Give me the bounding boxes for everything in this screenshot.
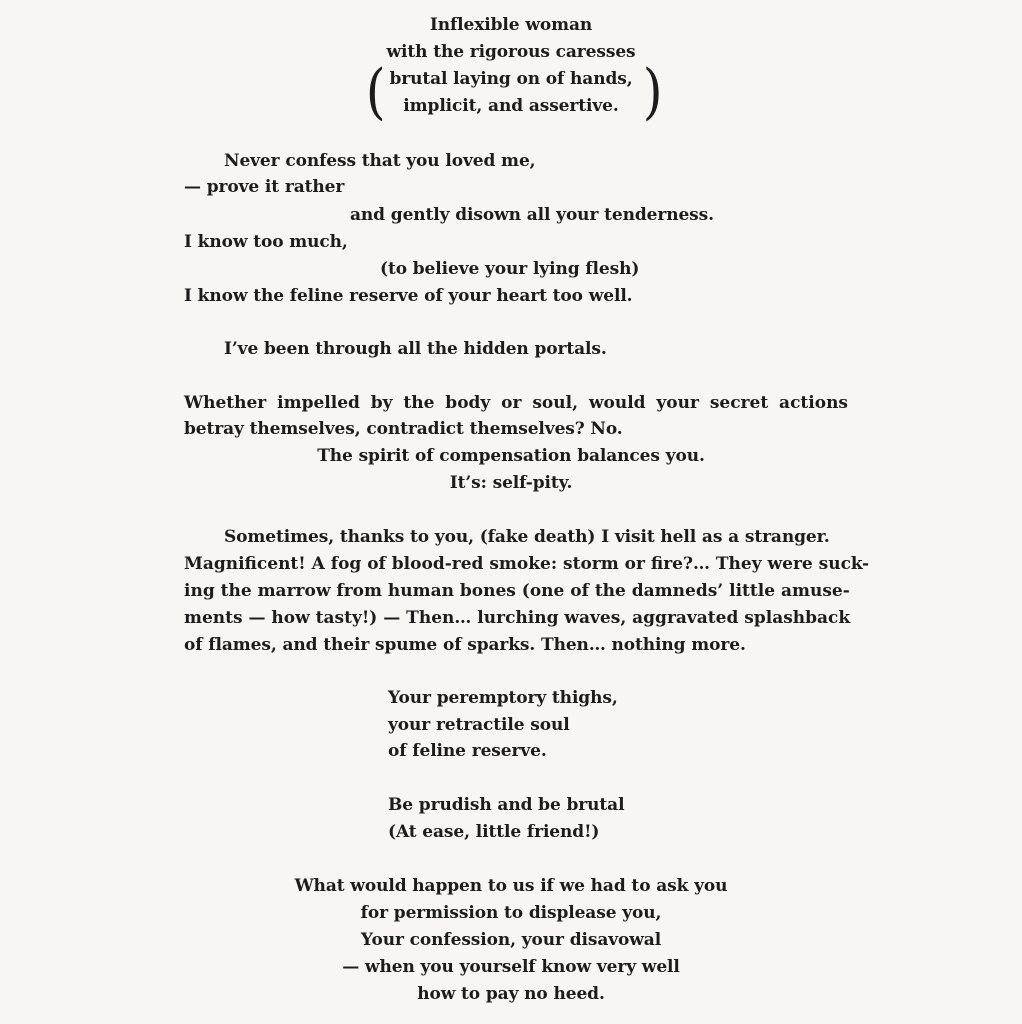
stanza8-line5: how to pay no heed. [417, 984, 605, 1004]
stanza8-line1: What would happen to us if we had to ask you [294, 876, 728, 896]
stanza3-line1: I’ve been through all the hidden portals. [224, 339, 607, 359]
stanza4-line2: betray themselves, contradict themselves? No. [184, 419, 623, 439]
stanza4-line1: Whether impelled by the body or soul, would your secret actions [184, 393, 848, 413]
stanza1-line2: with the rigorous caresses [386, 42, 636, 62]
stanza2-line6: I know the feline reserve of your heart too well. [184, 286, 633, 306]
stanza2-line1: Never confess that you loved me, [224, 151, 536, 171]
stanza6-line1: Your peremptory thighs, [388, 688, 618, 708]
stanza5-line4: ments — how tasty!) — Then… lurching waves, aggravated splashback [184, 608, 851, 628]
stanza6-line3: of feline reserve. [388, 741, 547, 761]
stanza8-line2: for permission to displease you, [360, 903, 662, 923]
stanza6-line2: your retractile soul [388, 715, 570, 735]
stanza7-line1: Be prudish and be brutal [388, 795, 625, 815]
stanza2-line3: and gently disown all your tenderness. [350, 205, 714, 225]
stanza7-line2: (At ease, little friend!) [388, 822, 600, 842]
stanza5-line5: of flames, and their spume of sparks. Then… nothing more. [184, 635, 746, 655]
stanza4-line4: It’s: self-pity. [449, 473, 573, 493]
stanza2-line4: I know too much, [184, 232, 348, 252]
stanza5-line1: Sometimes, thanks to you, (fake death) I visit hell as a stranger. [224, 527, 830, 547]
stanza5-line2: Magnificent! A fog of blood-red smoke: storm or fire?… They were suck- [184, 554, 870, 574]
stanza1-line1: Inflexible woman [429, 15, 593, 35]
stanza8-line4: — when you yourself know very well [342, 957, 680, 977]
stanza2-line5: (to believe your lying flesh) [380, 259, 640, 279]
open-parenthesis: ( [365, 57, 386, 127]
stanza1-line4: implicit, and assertive. [403, 96, 619, 116]
stanza1-line3: brutal laying on of hands, [389, 69, 633, 89]
close-parenthesis: ) [642, 57, 663, 127]
stanza4-line3: The spirit of compensation balances you. [317, 446, 705, 466]
stanza5-line3: ing the marrow from human bones (one of the damneds’ little amuse- [184, 581, 850, 601]
stanza8-line3: Your confession, your disavowal [360, 930, 662, 950]
stanza2-line2: — prove it rather [184, 177, 345, 197]
